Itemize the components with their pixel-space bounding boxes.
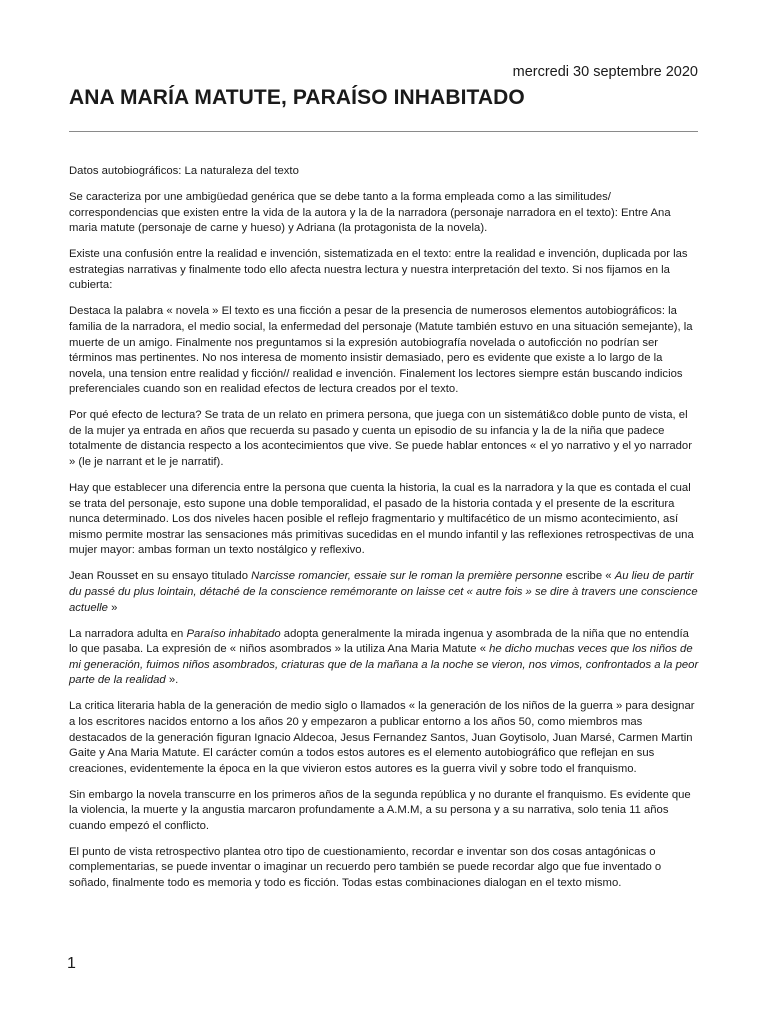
- paragraph-text: Jean Rousset en su ensayo titulado: [69, 570, 252, 583]
- paragraph: Por qué efecto de lectura? Se trata de un relato en primera persona, que juega con un sistemáti&co doble punto de vista, el de la mujer ya entrada en años que recuerda su pasado y cuenta un episodio de su infancia y la de la niña que padece totalmente de distancia respecto a los acontecimientos que vive. Se puede hablar entonces « el yo narrativo y el yo narrador » (le je narrant et le je narratif).: [69, 409, 692, 469]
- page-number: 1: [67, 955, 76, 972]
- quotation-italic: Au lieu de partir du passé du plus lointain, détaché de la conscience remémorante on laisse cet « autre fois » se dire à travers une conscience actuelle: [69, 570, 698, 614]
- paragraph: La critica literaria habla de la generación de medio siglo o llamados « la generación de los niños de la guerra » para designar a los escritores nacidos entorno a los años 20 y empezaron a publicar entorno a los años 50, como miembros mas destacados de la generación figuran Ignacio Aldecoa, Jesus Fernandez Santos, Juan Goytisolo, Juan Marsé, Carmen Martin Gaite y Ana Maria Matute. El carácter común a todos estos autores es el elemento autobiográfico que reflejan en sus creaciones, evidentemente la época en la que vivieron estos autores es la guerra vivil y sobre todo el franquismo.: [69, 700, 695, 775]
- document-title: ANA MARÍA MATUTE, PARAÍSO INHABITADO: [69, 86, 525, 109]
- paragraph-text: »: [107, 601, 118, 614]
- paragraph: Destaca la palabra « novela » El texto es una ficción a pesar de la presencia de numerosos elementos autobiográficos: la familia de la narradora, el medio social, la enfermedad del personaje (Matute también estuvo en una situación semejante), la muerte de un amigo. Finalmente nos preguntamos si la expresión autobiografía novelada o autoficción no podrían ser términos mas pertinentes. No nos interesa de momento insistir demasiado, pero es evidente que existe a lo largo de la novela, una tension entre realidad y ficción// realidad e invención. Finalement los lectores siempre están buscando indicios preferenciales cuando son en realidad efectos de lectura creados por el texto.: [69, 305, 693, 396]
- title-divider: [69, 131, 698, 132]
- paragraph: Hay que establecer una diferencia entre la persona que cuenta la historia, la cual es la narradora y la que es contada el cual se trata del personaje, esto supone una doble temporalidad, el pasado de la historia contada y el presente de la escritura nunca determinado. Los dos niveles hacen posible el reflejo fragmentario y multifacético de un mismo acontecimiento, así mismo permite mostrar las sensaciones más primitivas sucedidas en el mundo infantil y las reflexiones retrospectivas de una mujer mayor: ambas forman un texto nostálgico y reflexivo.: [69, 482, 694, 557]
- paragraph-text: ».: [165, 674, 179, 687]
- document-date: mercredi 30 septembre 2020: [512, 64, 698, 80]
- paragraph-text: La narradora adulta en: [69, 627, 187, 640]
- paragraph: El punto de vista retrospectivo plantea otro tipo de cuestionamiento, recordar e inventar son dos cosas antagónicas o complementarias, se puede inventar o imaginar un recuerdo pero también se puede recordar algo que fue inventado o soñado, finalmente todo es memoria y todo es ficción. Todas estas combinaciones dialogan en el texto mismo.: [69, 845, 662, 890]
- paragraph: Sin embargo la novela transcurre en los primeros años de la segunda república y no durante el franquismo. Es evidente que la violencia, la muerte y la angustia marcaron profundamente a A.M.M, a su persona y a su narrativa, solo tenia 11 años cuando empezó el conflicto.: [69, 788, 691, 832]
- document-body: [69, 164, 700, 902]
- paragraph-text: adopta generalmente la mirada ingenua y asombrada de la niña que no entendía lo que pasaba. La expresión de « niños asombrados » la utiliza Ana Maria Matute «: [69, 627, 689, 656]
- quotation-italic: he dicho muchas veces que los niños de mi generación, fuimos niños asombrados, criaturas que de la mañana a la noche se vieron, nos vimos, confrontados a la peor parte de la realidad: [69, 643, 699, 687]
- paragraph-section-heading: Datos autobiográficos: La naturaleza del texto: [69, 165, 299, 177]
- paragraph-quote-rousset: [69, 569, 700, 616]
- paragraph: Se caracteriza por une ambigüedad genérica que se debe tanto a la forma empleada como a las similitudes/ correspondencias que existen entre la vida de la autora y la de la narradora (personaje narradora en el texto): Entre Ana maria matute (personaje de carne y hueso) y Adriana (la protagonista de la novela).: [69, 190, 671, 235]
- book-title-italic: Narcisse romancier, essaie sur le roman la première personne: [251, 570, 563, 583]
- paragraph: Existe una confusión entre la realidad e invención, sistematizada en el texto: entre la realidad e invención, duplicada por las estrategias narrativas y finalmente todo ello afecta nuestra lectura y nuestra interpretación del texto. Si nos fijamos en la cubierta:: [69, 248, 688, 292]
- paragraph-text: escribe «: [562, 570, 615, 583]
- book-title-italic: Paraíso inhabitado: [186, 627, 281, 640]
- paragraph-quote-matute: [69, 627, 700, 689]
